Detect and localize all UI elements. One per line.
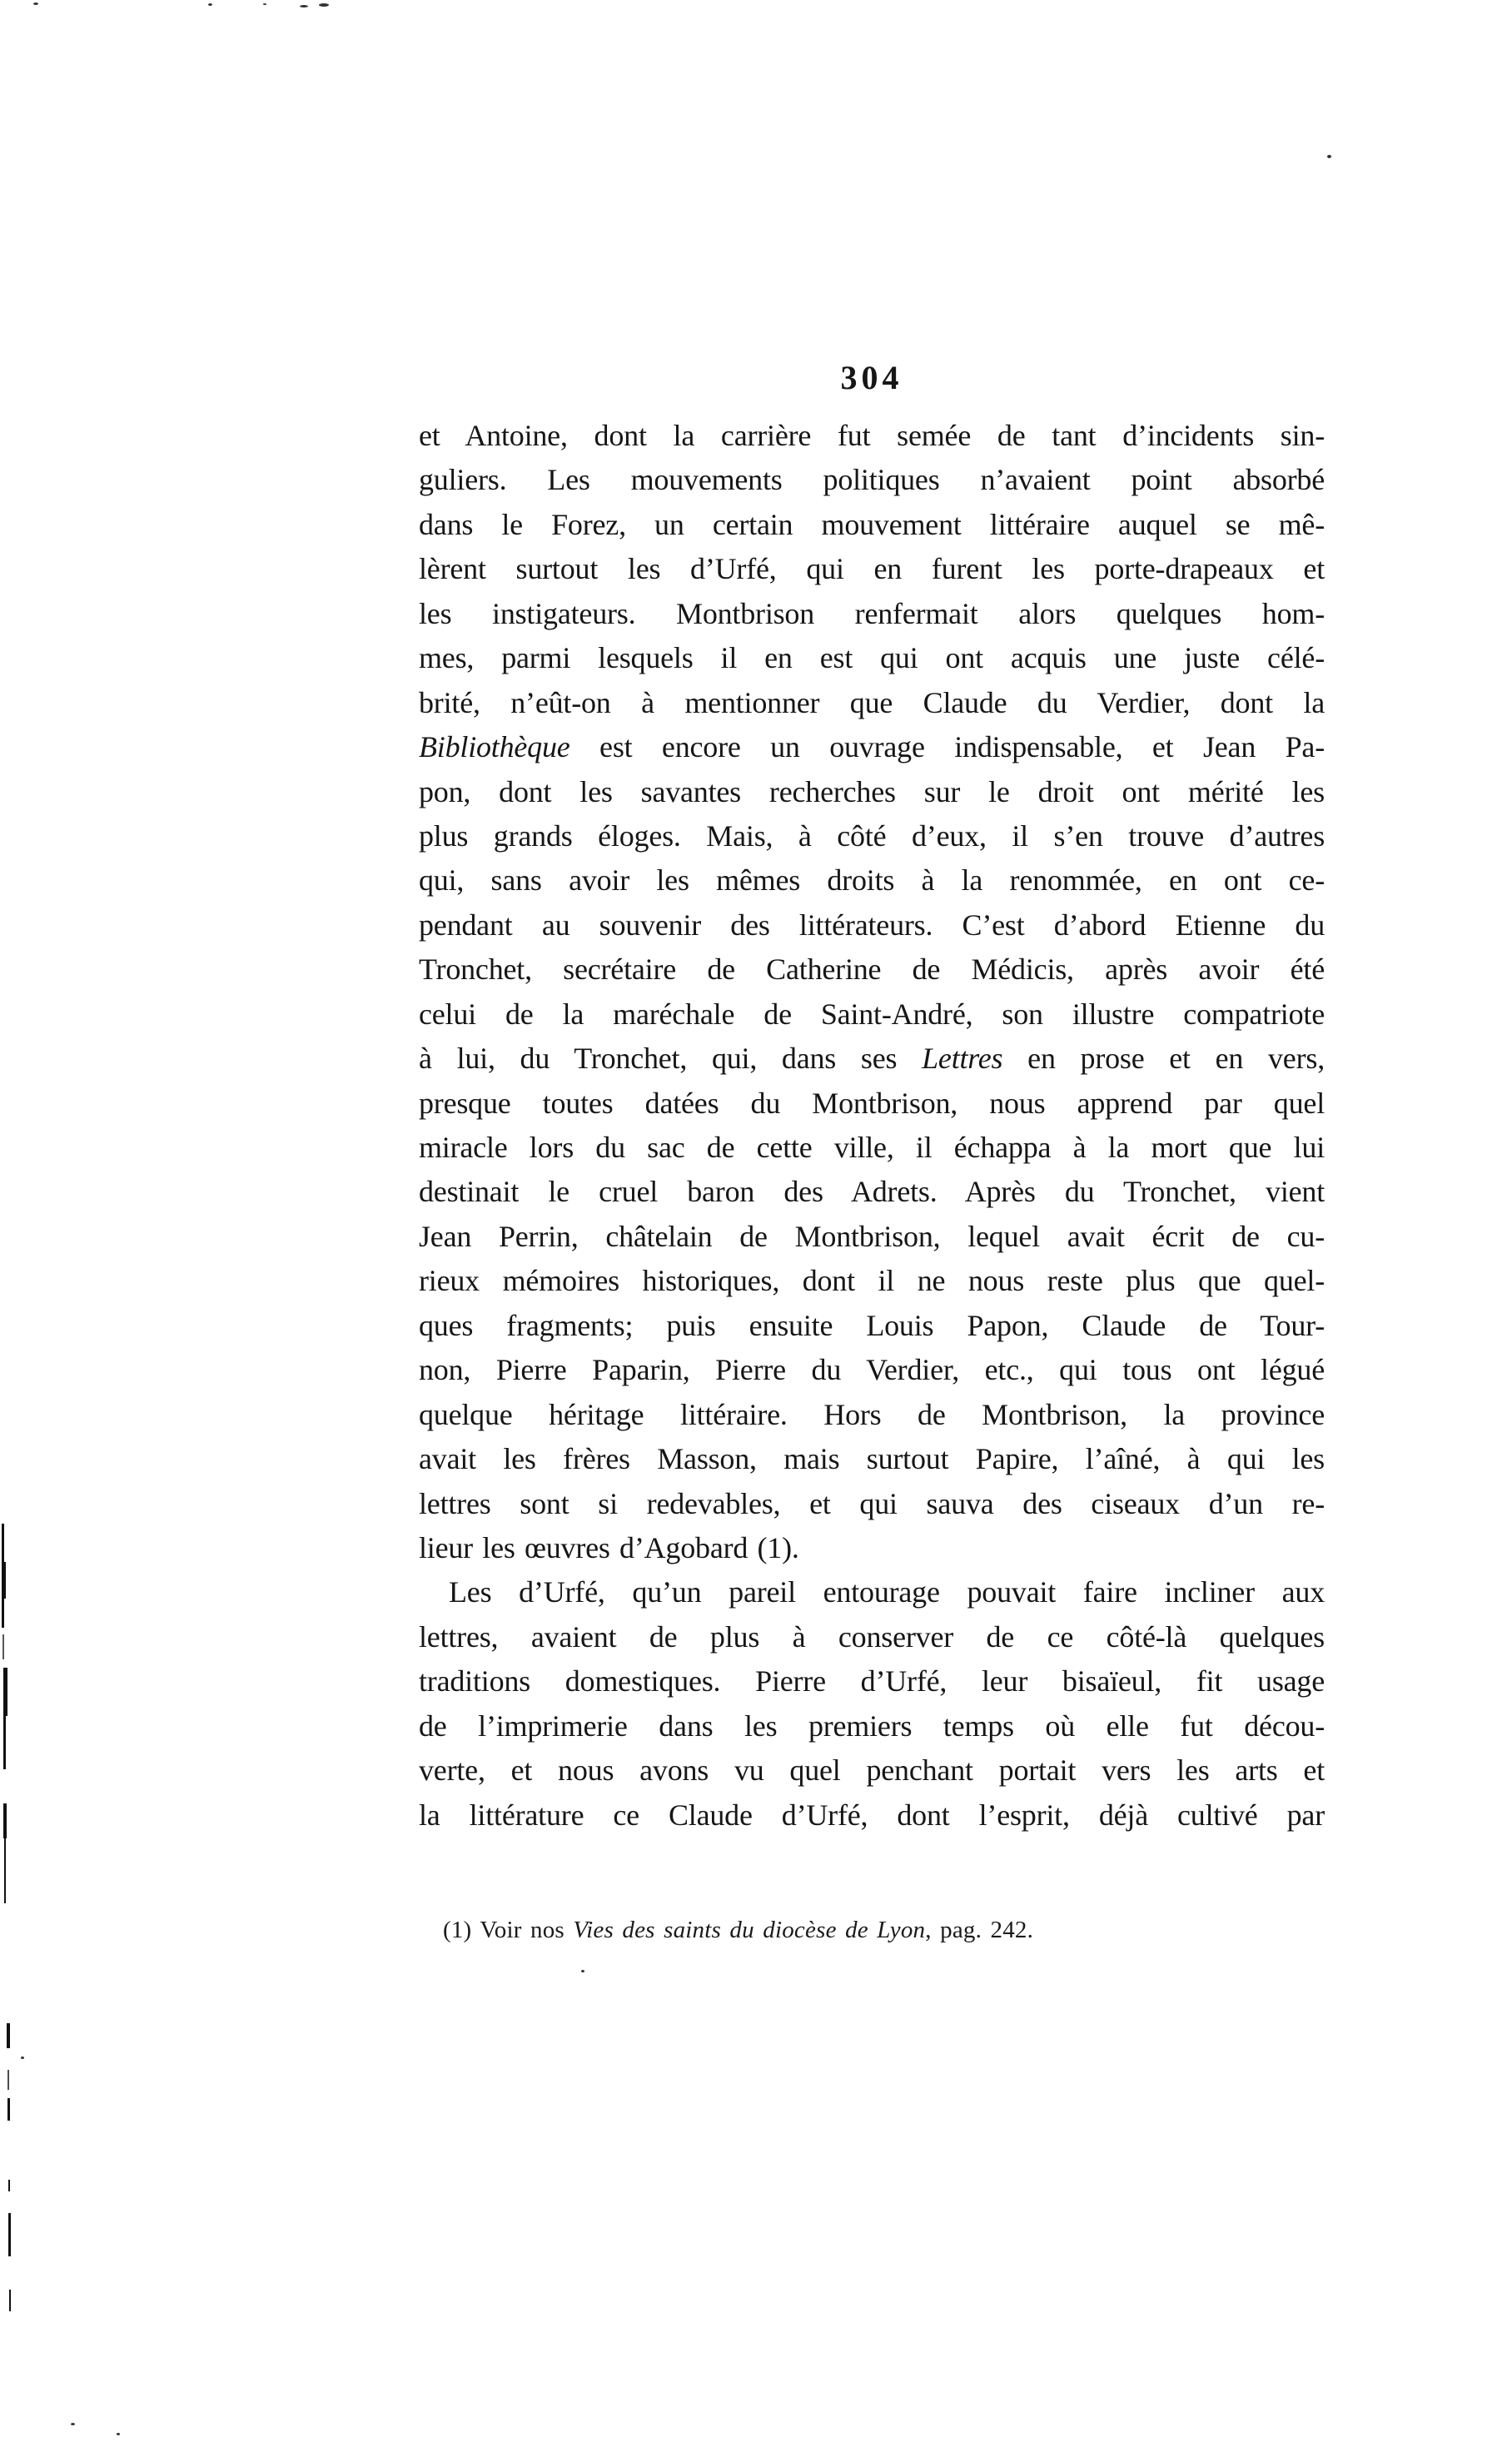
- gutter-line-artifact: [7, 2070, 9, 2090]
- text-line: [419, 903, 1325, 947]
- text-segment: traditions domestiques. Pierre d’Urfé, leur bisaïeul, fit usage: [419, 1664, 1325, 1698]
- text-segment: mes, parmi lesquels il en est qui ont acquis une juste célé-: [419, 641, 1325, 675]
- gutter-line-artifact: [9, 2290, 11, 2311]
- text-segment: destinait le cruel baron des Adrets. Après du Tronchet, vient: [419, 1175, 1325, 1209]
- text-line: [419, 1348, 1325, 1392]
- text-segment: de l’imprimerie dans les premiers temps où elle fut décou-: [419, 1708, 1325, 1743]
- text-line: [419, 1526, 1325, 1570]
- text-line: [419, 1570, 1325, 1614]
- text-segment: , pag. 242.: [925, 1917, 1034, 1943]
- scan-speck: [581, 1970, 584, 1972]
- text-segment: en prose et en vers,: [1002, 1042, 1325, 1076]
- scan-speck: [300, 5, 308, 7]
- gutter-line-artifact: [7, 2098, 10, 2121]
- text-segment: lieur les œuvres d’Agobard (1).: [419, 1530, 799, 1564]
- text-segment: (1) Voir nos: [443, 1917, 574, 1943]
- text-segment: Jean Perrin, châtelain de Montbrison, lequel avait écrit de cu-: [419, 1219, 1325, 1253]
- text-segment: lettres, avaient de plus à conserver de ce côté-là quelques: [419, 1619, 1325, 1654]
- text-segment: presque toutes datées du Montbrison, nous apprend par quel: [419, 1086, 1325, 1120]
- gutter-line-artifact: [4, 1838, 6, 1903]
- text-segment: pendant au souvenir des littérateurs. C’est d’abord Etienne du: [419, 908, 1325, 942]
- gutter-line-artifact: [3, 1668, 7, 1716]
- text-line: [419, 1437, 1325, 1481]
- text-line: [419, 992, 1325, 1037]
- gutter-line-artifact: [3, 1716, 6, 1769]
- text-segment: dans le Forez, un certain mouvement littéraire auquel se mê-: [419, 507, 1325, 541]
- text-segment: celui de la maréchale de Saint-André, son illustre compatriote: [419, 997, 1325, 1031]
- scan-speck: [263, 3, 266, 5]
- gutter-line-artifact: [8, 2213, 11, 2256]
- text-line: [419, 858, 1325, 903]
- text-segment: la littérature ce Claude d’Urfé, dont l’esprit, déjà cultivé par: [419, 1798, 1325, 1832]
- text-line: [419, 1170, 1325, 1214]
- text-segment: lèrent surtout les d’Urfé, qui en furent les porte-drapeaux et: [419, 552, 1325, 586]
- text-segment: guliers. Les mouvements politiques n’avaient point absorbé: [419, 463, 1325, 497]
- gutter-line-artifact: [7, 2023, 10, 2048]
- text-segment: ques fragments; puis ensuite Louis Papon, Claude de Tour-: [419, 1308, 1325, 1342]
- text-line: [419, 770, 1325, 814]
- gutter-line-artifact: [3, 1562, 6, 1599]
- italic-text-segment: Bibliothèque: [419, 730, 570, 764]
- scan-speck: [33, 2, 38, 5]
- text-line: [419, 1037, 1325, 1081]
- italic-text-segment: Vies des saints du diocèse de Lyon: [573, 1917, 926, 1943]
- text-segment: les instigateurs. Montbrison renfermait alors quelques hom-: [419, 596, 1325, 630]
- scan-speck: [208, 3, 212, 6]
- text-line: [419, 681, 1325, 725]
- text-line: [419, 1126, 1325, 1170]
- footnote: [443, 1913, 1325, 1947]
- text-segment: quelque héritage littéraire. Hors de Montbrison, la province: [419, 1397, 1325, 1431]
- scan-speck: [1327, 155, 1331, 158]
- text-line: [419, 458, 1325, 502]
- text-segment: pon, dont les savantes recherches sur le droit ont mérité les: [419, 774, 1325, 808]
- text-segment: miracle lors du sac de cette ville, il échappa à la mort que lui: [419, 1131, 1325, 1164]
- text-line: [419, 1615, 1325, 1659]
- text-line: [419, 414, 1325, 458]
- page-number: 304: [840, 359, 903, 396]
- gutter-line-artifact: [3, 1803, 7, 1838]
- text-segment: verte, et nous avons vu quel penchant portait vers les arts et: [419, 1753, 1325, 1788]
- scan-speck: [319, 3, 329, 7]
- text-line: [419, 592, 1325, 636]
- italic-text-segment: Lettres: [922, 1042, 1003, 1076]
- text-line: [419, 947, 1325, 992]
- text-line: [419, 814, 1325, 858]
- text-segment: qui, sans avoir les mêmes droits à la renommée, en ont ce-: [419, 863, 1325, 898]
- text-segment: à lui, du Tronchet, qui, dans ses: [419, 1042, 923, 1076]
- scan-speck: [21, 2057, 24, 2059]
- text-line: [419, 503, 1325, 547]
- text-line: [419, 1704, 1325, 1748]
- text-line: [419, 1793, 1325, 1838]
- text-line: [419, 1304, 1325, 1348]
- scan-speck: [71, 2423, 75, 2425]
- body-text: [419, 414, 1325, 1838]
- text-line: [419, 1659, 1325, 1703]
- text-line: [419, 1259, 1325, 1303]
- text-line: [419, 725, 1325, 769]
- scan-speck: [117, 2433, 120, 2435]
- text-segment: avait les frères Masson, mais surtout Papire, l’aîné, à qui les: [419, 1442, 1325, 1476]
- text-line: [419, 1482, 1325, 1526]
- text-line: [419, 1215, 1325, 1259]
- gutter-line-artifact: [2, 1634, 4, 1659]
- text-segment: Les d’Urfé, qu’un pareil entourage pouvait faire incliner aux: [449, 1575, 1325, 1609]
- text-segment: et Antoine, dont la carrière fut semée de tant d’incidents sin-: [419, 419, 1325, 452]
- text-line: [419, 547, 1325, 591]
- text-segment: est encore un ouvrage indispensable, et Jean Pa-: [569, 730, 1325, 764]
- text-line: [419, 1082, 1325, 1126]
- text-line: [419, 1393, 1325, 1437]
- text-line: [419, 1748, 1325, 1793]
- text-segment: brité, n’eût-on à mentionner que Claude du Verdier, dont la: [419, 685, 1325, 719]
- text-segment: Tronchet, secrétaire de Catherine de Médicis, après avoir été: [419, 952, 1325, 987]
- text-line: [419, 636, 1325, 680]
- gutter-line-artifact: [8, 2180, 10, 2191]
- text-segment: lettres sont si redevables, et qui sauva des ciseaux d’un re-: [419, 1486, 1325, 1520]
- text-segment: non, Pierre Paparin, Pierre du Verdier, etc., qui tous ont légué: [419, 1353, 1325, 1387]
- text-segment: rieux mémoires historiques, dont il ne nous reste plus que quel-: [419, 1264, 1325, 1298]
- text-segment: plus grands éloges. Mais, à côté d’eux, il s’en trouve d’autres: [419, 818, 1325, 853]
